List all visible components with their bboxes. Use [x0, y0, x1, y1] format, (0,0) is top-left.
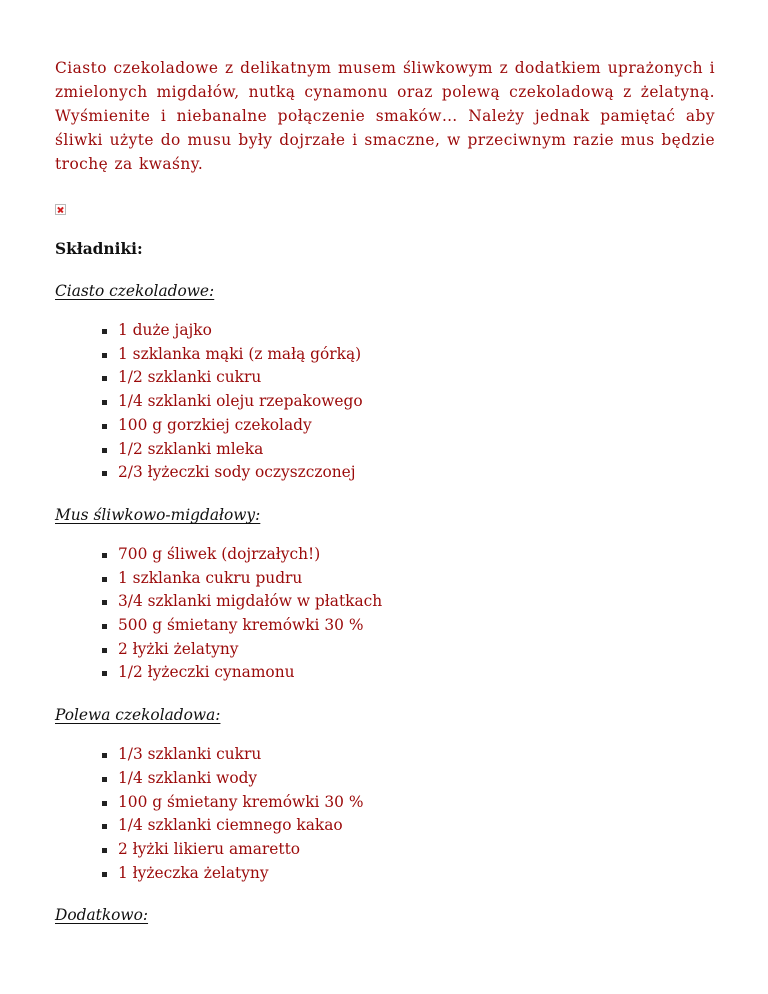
list-item: 500 g śmietany kremówki 30 %: [102, 614, 715, 638]
list-item: 1 łyżeczka żelatyny: [102, 862, 715, 886]
section-title-ciasto: Ciasto czekoladowe:: [55, 282, 215, 300]
list-item: 2/3 łyżeczki sody oczyszczonej: [102, 461, 715, 485]
list-item: 1 duże jajko: [102, 319, 715, 343]
list-item: 100 g śmietany kremówki 30 %: [102, 791, 715, 815]
list-item: 2 łyżki żelatyny: [102, 638, 715, 662]
bullet-icon: [102, 671, 107, 676]
list-item: 700 g śliwek (dojrzałych!): [102, 543, 715, 567]
bullet-icon: [102, 353, 107, 358]
bullet-icon: [102, 329, 107, 334]
bullet-icon: [102, 400, 107, 405]
list-item: 3/4 szklanki migdałów w płatkach: [102, 590, 715, 614]
bullet-icon: [102, 753, 107, 758]
ingredient-list-mus: [55, 543, 715, 685]
list-item: 1 szklanka cukru pudru: [102, 567, 715, 591]
ingredient-list-ciasto: [55, 319, 715, 485]
section-title-dodatkowo: Dodatkowo:: [55, 906, 149, 925]
section-title-polewa: Polewa czekoladowa:: [55, 706, 221, 725]
list-item: 1/3 szklanki cukru: [102, 743, 715, 767]
bullet-icon: [102, 872, 107, 877]
list-item: 1/4 szklanki oleju rzepakowego: [102, 390, 715, 414]
bullet-icon: [102, 448, 107, 453]
intro-paragraph: Ciasto czekoladowe z delikatnym musem śliwkowym z dodatkiem uprażonych i zmielonych migdałów, nutką cynamonu oraz polewą czekoladową z żelatyną. Wyśmienite i niebanalne połączenie smaków… Należy jednak pamiętać aby śliwki użyte do musu były dojrzałe i smaczne, w przeciwnym razie mus będzie trochę za kwaśny.: [55, 59, 715, 173]
bullet-icon: [102, 553, 107, 558]
list-item: 2 łyżki likieru amaretto: [102, 838, 715, 862]
list-item: 1/2 szklanki cukru: [102, 366, 715, 390]
ingredients-heading: Składniki:: [55, 240, 143, 258]
list-item: 1/2 łyżeczki cynamonu: [102, 661, 715, 685]
list-item: 1/4 szklanki ciemnego kakao: [102, 814, 715, 838]
bullet-icon: [102, 624, 107, 629]
ingredient-list-polewa: [55, 743, 715, 885]
list-item: 1/4 szklanki wody: [102, 767, 715, 791]
list-item: 100 g gorzkiej czekolady: [102, 414, 715, 438]
bullet-icon: [102, 376, 107, 381]
bullet-icon: [102, 424, 107, 429]
bullet-icon: [102, 848, 107, 853]
bullet-icon: [102, 600, 107, 605]
section-title-mus: Mus śliwkowo-migdałowy:: [55, 505, 261, 524]
bullet-icon: [102, 824, 107, 829]
bullet-icon: [102, 577, 107, 582]
bullet-icon: [102, 471, 107, 476]
bullet-icon: [102, 801, 107, 806]
broken-image-icon[interactable]: [55, 204, 66, 215]
recipe-page: [55, 56, 715, 927]
bullet-icon: [102, 777, 107, 782]
list-item: 1 szklanka mąki (z małą górką): [102, 343, 715, 367]
list-item: 1/2 szklanki mleka: [102, 438, 715, 462]
bullet-icon: [102, 648, 107, 653]
